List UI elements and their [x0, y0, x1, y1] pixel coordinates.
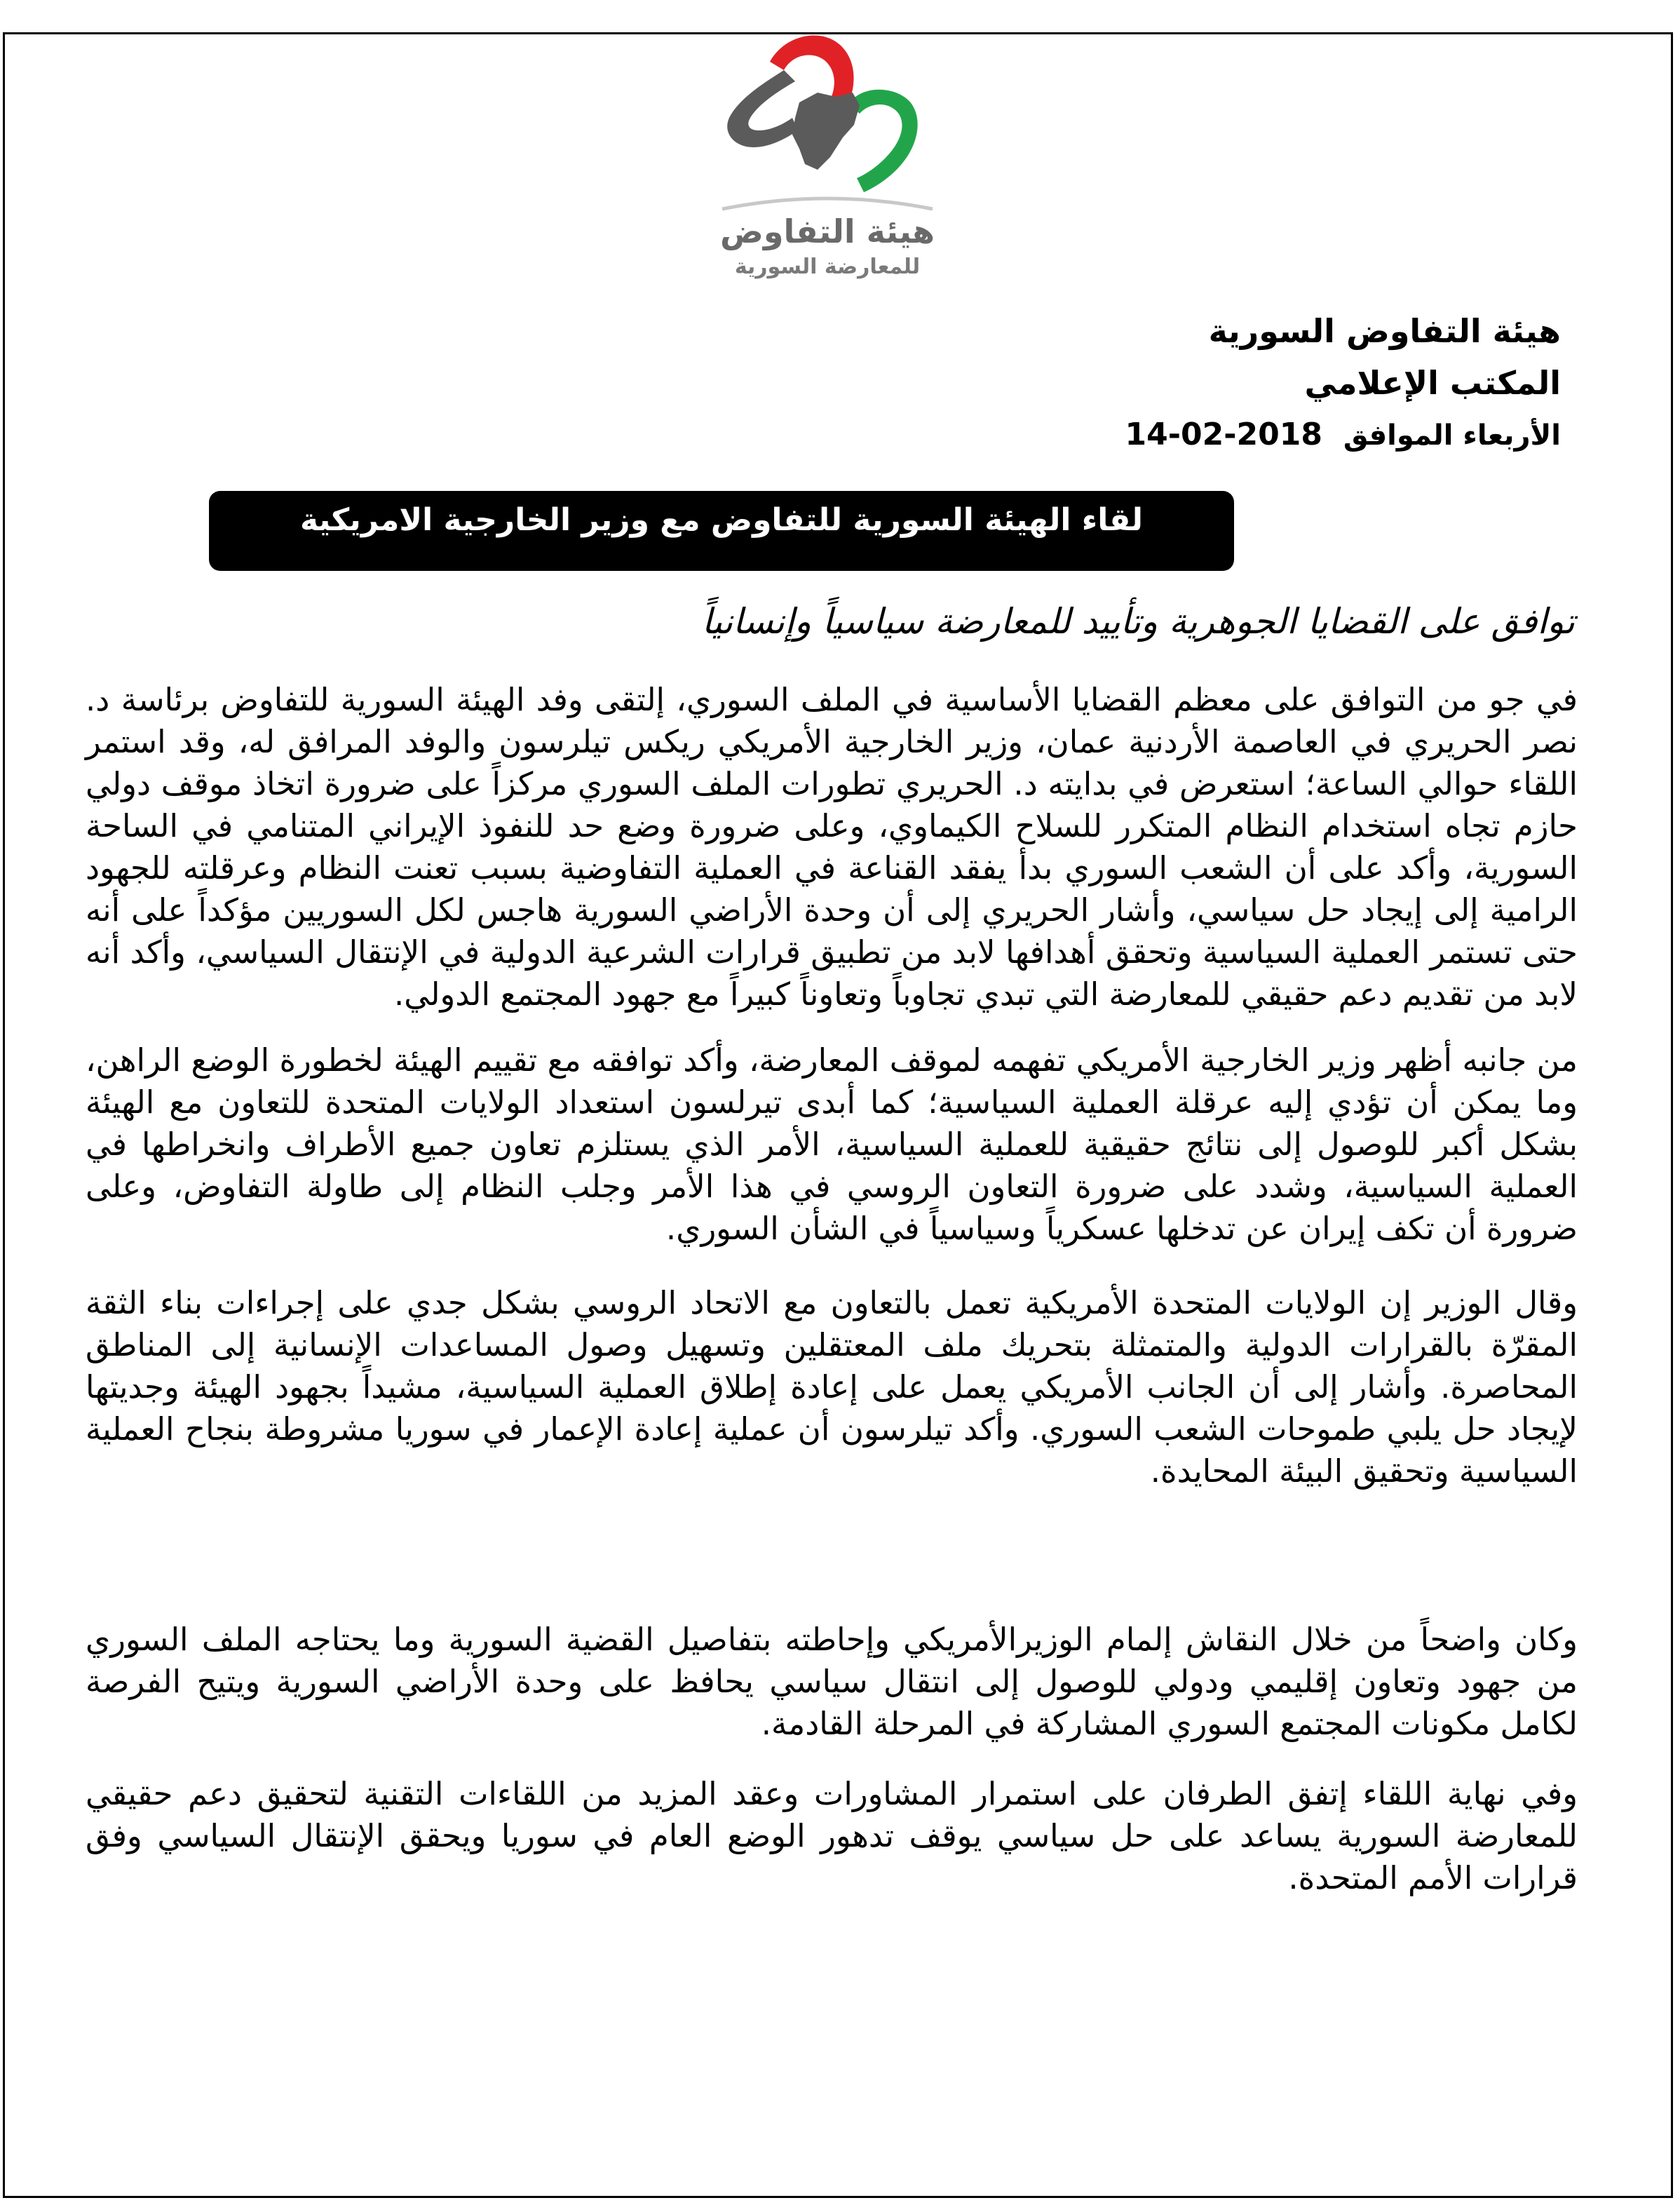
date-label: الأربعاء الموافق: [1343, 419, 1561, 452]
paragraph-1: في جو من التوافق على معظم القضايا الأساسية في الملف السوري، إلتقى وفد الهيئة السورية للتفاوض برئاسة د. نصر الحريري في العاصمة الأردنية عمان، وزير الخارجية الأمريكي ريكس تيلرسون والوفد المرافق له، وقد استمر اللقاء حوالي الساعة؛ استعرض في بدايته د. الحريري تطورات الملف السوري مركزاً على ضرورة اتخاذ موقف دولي حازم تجاه استخدام النظام المتكرر للسلاح الكيماوي، وعلى ضرورة وضع حد للنفوذ الإيراني المتنامي في الساحة السورية، وأكد على أن الشعب السوري بدأ يفقد القناعة في العملية التفاوضية بسبب تعنت النظام وعرقلته للجهود الرامية إلى إيجاد حل سياسي، وأشار الحريري إلى أن وحدة الأراضي السورية هاجس لكل السوريين مؤكداً على أنه حتى تستمر العملية السياسية وتحقق أهدافها لابد من تطبيق قرارات الشرعية الدولية في الإنتقال السياسي، وأكد أنه لابد من تقديم دعم حقيقي للمعارضة التي تبدي تجاوباً وتعاوناً كبيراً مع جهود المجتمع الدولي.: [86, 681, 1578, 1013]
date-line: [930, 416, 1561, 454]
logo-gray-ribbon: [727, 70, 798, 147]
header-block: [930, 312, 1561, 454]
logo-name: هيئة التفاوض: [719, 213, 935, 250]
title-bar: لقاء الهيئة السورية للتفاوض مع وزير الخارجية الامريكية: [209, 491, 1234, 571]
paragraph-2: من جانبه أظهر وزير الخارجية الأمريكي تفهمه لموقف المعارضة، وأكد توافقه مع تقييم الهيئة لخطورة الوضع الراهن، وما يمكن أن تؤدي إليه عرقلة العملية السياسية؛ كما أبدى تيرلسون استعداد الولايات المتحدة للتعاون مع الهيئة بشكل أكبر للوصول إلى نتائج حقيقية للعملية السياسية، الأمر الذي يستلزم تعاون جميع الأطراف وانخراطها في العملية السياسية، وشدد على ضرورة التعاون الروسي في هذا الأمر وجلب النظام إلى طاولة التفاوض، وعلى ضرورة أن تكف إيران عن تدخلها عسكرياً وسياسياً في الشأن السوري.: [86, 1041, 1578, 1247]
date-value: 2018-02-14: [1125, 417, 1322, 452]
subtitle: توافق على القضايا الجوهرية وتأييد للمعارضة سياسياً وإنسانياً: [701, 601, 1575, 642]
logo-arc: [722, 198, 933, 209]
logo-red-ribbon: [770, 36, 854, 104]
logo-map-shape: [792, 93, 860, 170]
paragraph-3: وقال الوزير إن الولايات المتحدة الأمريكية تعمل بالتعاون مع الاتحاد الروسي بشكل جدي على إجراءات بناء الثقة المقرّة بالقرارات الدولية والمتمثلة بتحريك ملف المعتقلين وتسهيل وصول المساعدات الإنسانية إلى المناطق المحاصرة. وأشار إلى أن الجانب الأمريكي يعمل على إعادة إطلاق العملية السياسية، مشيداً بجهود الهيئة وجديتها لإيجاد حل يلبي طموحات الشعب السوري. وأكد تيلرسون أن عملية إعادة الإعمار في سوريا مشروطة بنجاح العملية السياسية وتحقيق البيئة المحايدة.: [86, 1284, 1578, 1490]
paragraph-5: وفي نهاية اللقاء إتفق الطرفان على استمرار المشاورات وعقد المزيد من اللقاءات التقنية لتحقيق دعم حقيقي للمعارضة السورية يساعد على حل سياسي يوقف تدهور الوضع العام في سوريا ويحقق الإنتقال السياسي وفق قرارات الأمم المتحدة.: [86, 1775, 1578, 1896]
office-name: المكتب الإعلامي: [1304, 364, 1561, 402]
organization-logo: [680, 20, 975, 286]
org-name: هيئة التفاوض السورية: [1208, 312, 1561, 350]
logo-subname: للمعارضة السورية: [734, 255, 921, 279]
paragraph-4: وكان واضحاً من خلال النقاش إلمام الوزيرالأمريكي وإحاطته بتفاصيل القضية السورية وما يحتاجه الملف السوري من جهود وتعاون إقليمي ودولي للوصول إلى انتقال سياسي يحافظ على وحدة الأراضي السورية ويتيح الفرصة لكامل مكونات المجتمع السوري المشاركة في المرحلة القادمة.: [86, 1621, 1578, 1742]
article-body: [86, 679, 1578, 1899]
